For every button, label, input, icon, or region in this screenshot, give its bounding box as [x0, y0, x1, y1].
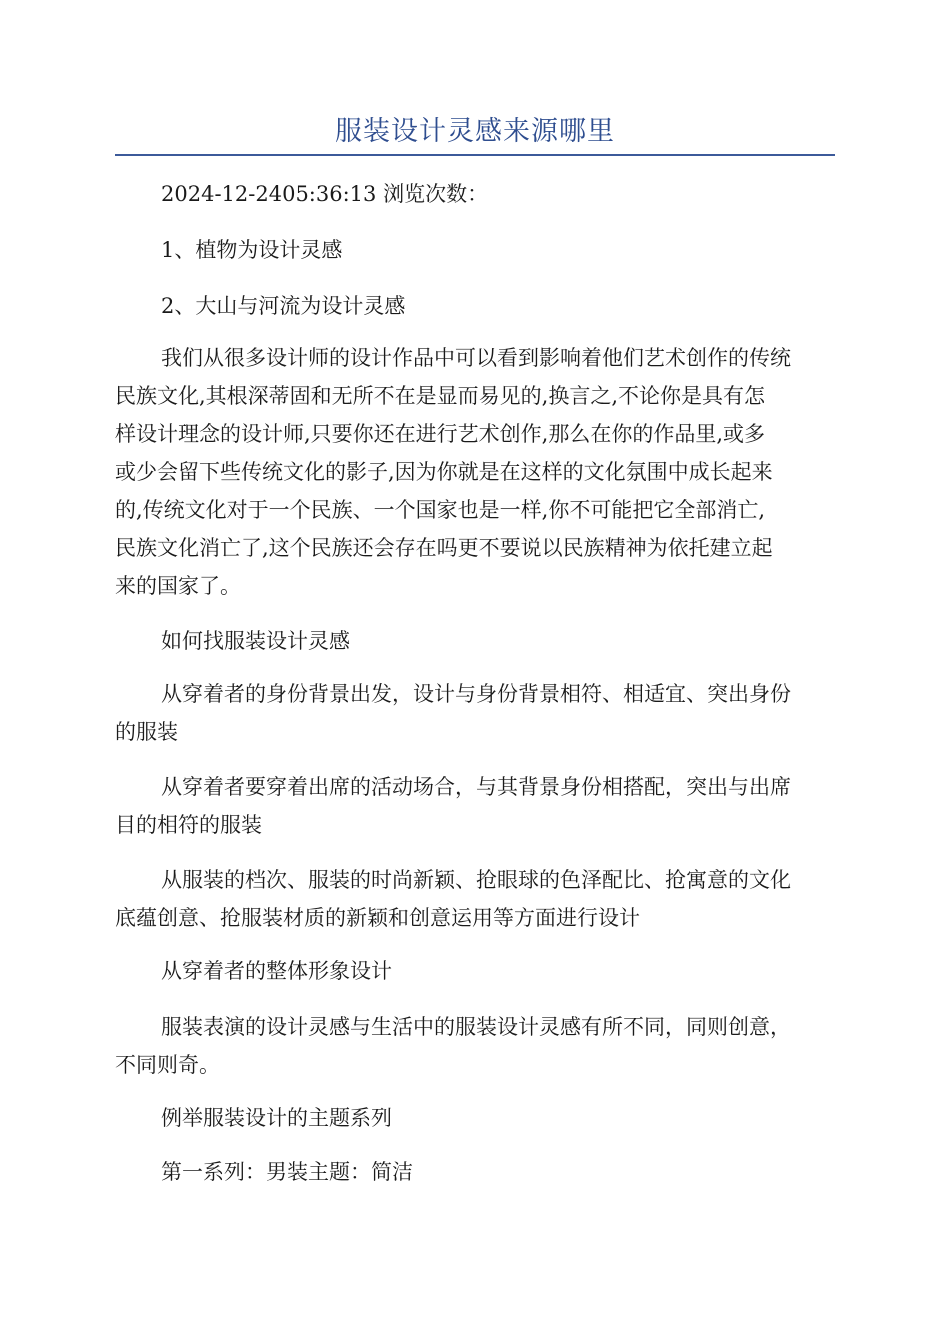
- paragraph-line: 我们从很多设计师的设计作品中可以看到影响着他们艺术创作的传统: [161, 346, 791, 370]
- paragraph-line: 从穿着者的身份背景出发，设计与身份背景相符、相适宜、突出身份: [161, 682, 791, 706]
- meta-line: 2024-12-2405:36:13 浏览次数：: [161, 182, 489, 206]
- paragraph-line: 目的相符的服装: [115, 813, 262, 837]
- page-title: 服装设计灵感来源哪里: [335, 116, 615, 147]
- paragraph-identity: [115, 675, 835, 751]
- paragraph-line: 服装表演的设计灵感与生活中的服装设计灵感有所不同，同则创意，: [161, 1015, 791, 1039]
- heading-overall-image: 从穿着者的整体形象设计: [161, 959, 392, 983]
- paragraph-line: 民族文化消亡了,这个民族还会存在吗更不要说以民族精神为依托建立起: [115, 536, 773, 560]
- paragraph-line: 的服装: [115, 720, 178, 744]
- list-item-mountains-rivers: 2、大山与河流为设计灵感: [161, 294, 406, 318]
- paragraph-line: 民族文化,其根深蒂固和无所不在是显而易见的,换言之,不论你是具有怎: [115, 384, 766, 408]
- paragraph-show: [115, 1008, 835, 1084]
- paragraph-line: 从穿着者要穿着出席的活动场合，与其背景身份相搭配，突出与出席: [161, 775, 791, 799]
- paragraph-line: 来的国家了。: [115, 574, 241, 598]
- paragraph-line: 的,传统文化对于一个民族、一个国家也是一样,你不可能把它全部消亡,: [115, 498, 766, 522]
- list-item-plants: 1、植物为设计灵感: [161, 238, 343, 262]
- paragraph-line: 或少会留下些传统文化的影子,因为你就是在这样的文化氛围中成长起来: [115, 460, 773, 484]
- title-underline: [115, 154, 835, 156]
- series-first: 第一系列：男装主题：简洁: [161, 1160, 413, 1184]
- paragraph-grade: [115, 861, 835, 937]
- paragraph-line: 从服装的档次、服装的时尚新颖、抢眼球的色泽配比、抢寓意的文化: [161, 868, 791, 892]
- paragraph-line: 样设计理念的设计师,只要你还在进行艺术创作,那么在你的作品里,或多: [115, 422, 766, 446]
- paragraph-line: 不同则奇。: [115, 1053, 220, 1077]
- heading-how-to-find: 如何找服装设计灵感: [161, 629, 350, 653]
- heading-theme-series: 例举服装设计的主题系列: [161, 1106, 392, 1130]
- paragraph-line: 底蕴创意、抢服装材质的新颖和创意运用等方面进行设计: [115, 906, 640, 930]
- paragraph-traditional-culture: [115, 339, 835, 605]
- paragraph-occasion: [115, 768, 835, 844]
